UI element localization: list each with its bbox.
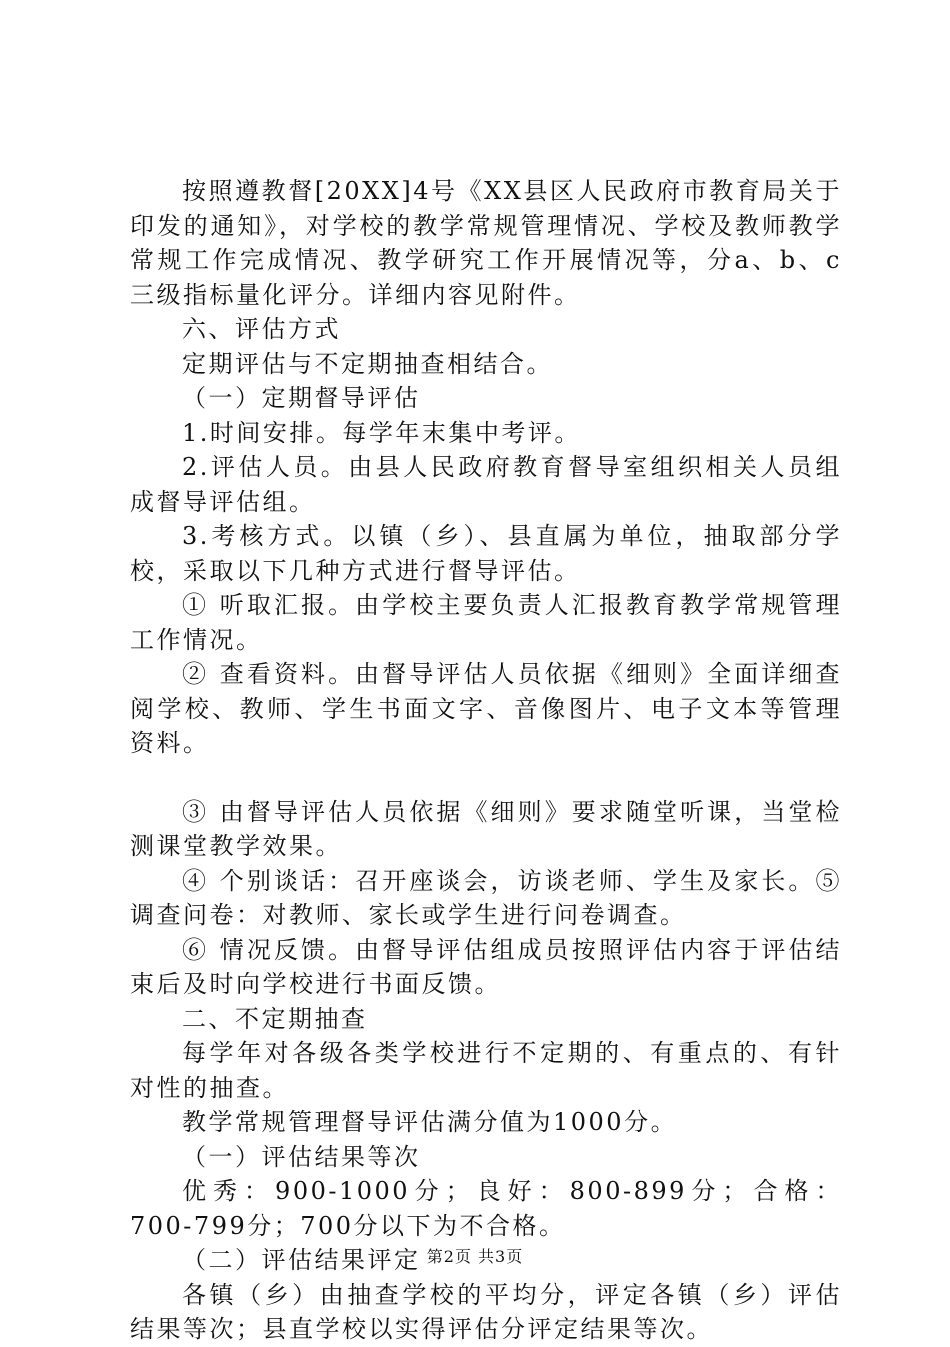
heading-evaluation-method: 六、评估方式 (182, 315, 341, 343)
list-item: ④ 个别谈话：召开座谈会，访谈老师、学生及家长。⑤调查问卷：对教师、家长或学生进行问卷调查。 (130, 866, 842, 929)
list-item: ⑥ 情况反馈。由督导评估组成员按照评估内容于评估结束后及时向学校进行书面反馈。 (130, 935, 842, 998)
heading-regular-supervision: （一）定期督导评估 (182, 384, 421, 412)
list-item: 2.评估人员。由县人民政府教育督导室组织相关人员组成督导评估组。 (130, 453, 842, 516)
paragraph: 定期评估与不定期抽查相结合。 (182, 349, 553, 378)
heading-random-inspection: 二、不定期抽查 (182, 1004, 368, 1033)
list-item: ② 查看资料。由督导评估人员依据《细则》全面详细查阅学校、教师、学生书面文字、音像图片、电子文本等管理资料。 (130, 660, 842, 757)
list-item: 3.考核方式。以镇（乡）、县直属为单位，抽取部分学校，采取以下几种方式进行督导评估。 (130, 522, 842, 585)
blank-line (130, 761, 842, 795)
heading-result-assessment: （二）评估结果评定 (182, 1246, 421, 1274)
paragraph: 教学常规管理督导评估满分值为1000分。 (182, 1108, 678, 1136)
list-item: 1.时间安排。每学年末集中考评。 (182, 418, 581, 447)
page-number: 第2页 共3页 (426, 1247, 524, 1266)
paragraph: 每学年对各级各类学校进行不定期的、有重点的、有针对性的抽查。 (130, 1039, 842, 1102)
list-item: ③ 由督导评估人员依据《细则》要求随堂听课，当堂检测课堂教学效果。 (130, 797, 842, 860)
paragraph-intro: 按照遵教督[20XX]4号《XX县区人民政府市教育局关于印发的通知》，对学校的教学常规管理情况、学校及教师教学常规工作完成情况、教学研究工作开展情况等，分a、b、c三级指标量化评分。详细内容见附件。 (130, 177, 842, 309)
heading-result-grades: （一）评估结果等次 (182, 1142, 421, 1171)
list-item: ① 听取汇报。由学校主要负责人汇报教育教学常规管理工作情况。 (130, 591, 842, 654)
paragraph: 各镇（乡）由抽查学校的平均分，评定各镇（乡）评估结果等次；县直学校以实得评估分评定结果等次。 (130, 1280, 842, 1343)
paragraph: 优秀：900-1000分；良好：800-899分；合格：700-799分；700分以下为不合格。 (130, 1177, 842, 1240)
document-body (130, 174, 842, 1347)
